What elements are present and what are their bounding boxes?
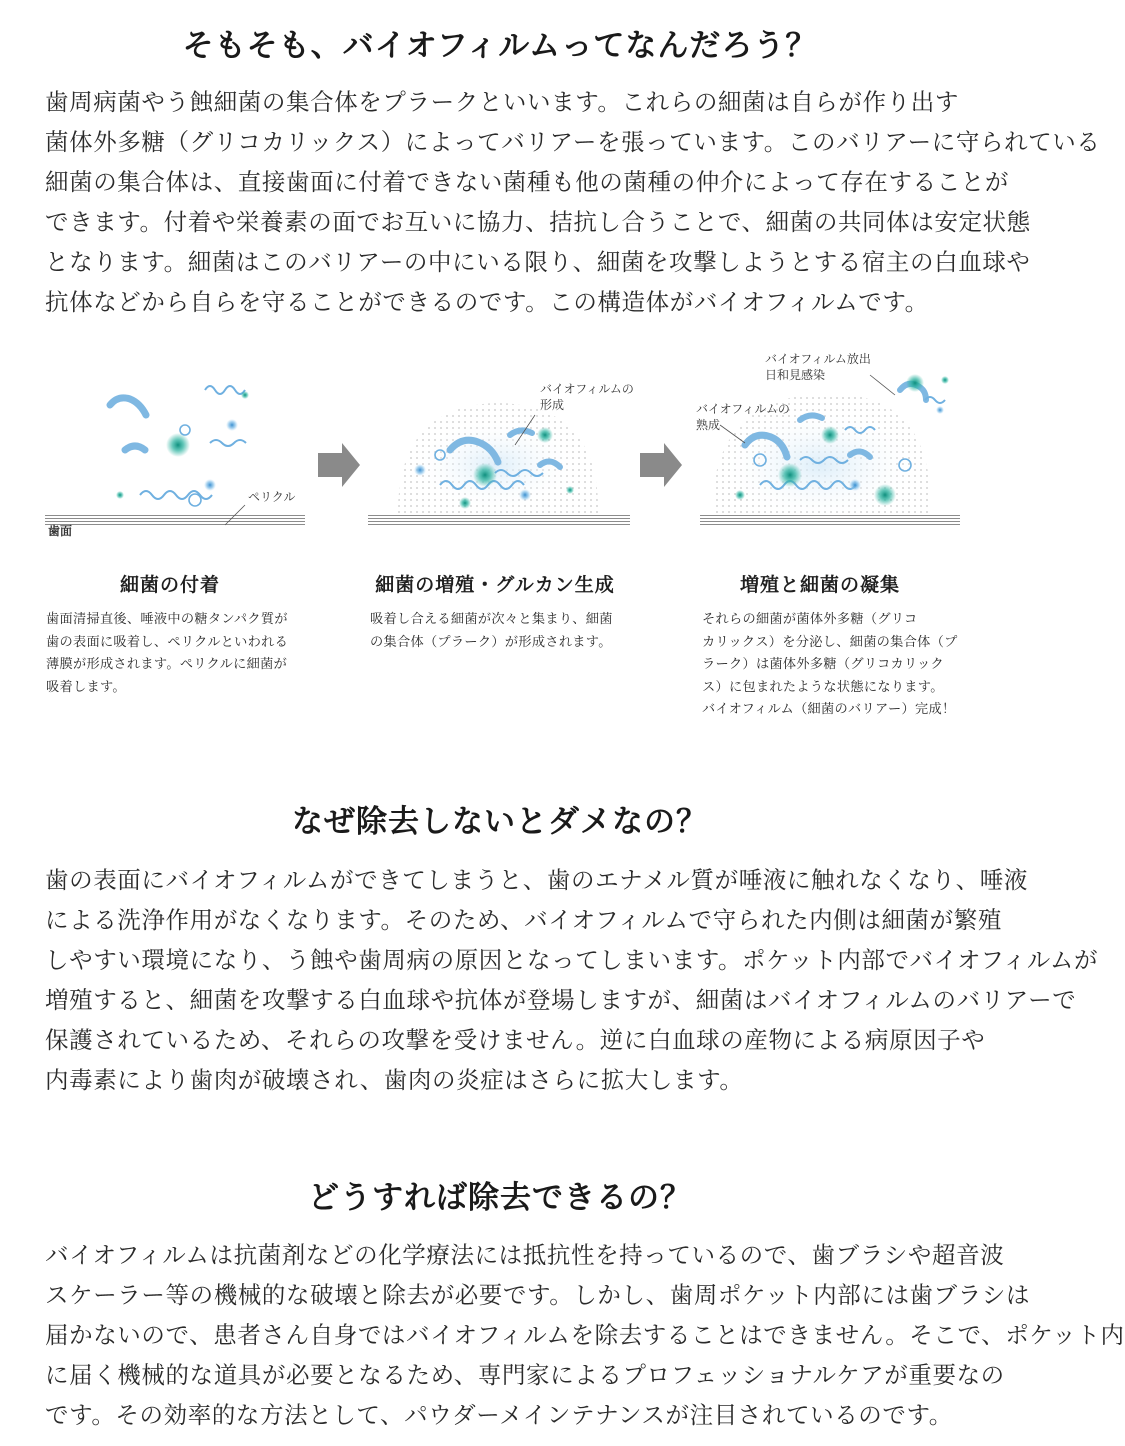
biofilm-maturation-label: バイオフィルムの [696, 402, 790, 416]
body-line: による洗浄作用がなくなります。そのため、バイオフィルムで守られた内側は細菌が繁殖 [45, 906, 1002, 934]
bacterium-coccus [941, 376, 949, 384]
body-line: バイオフィルムは抗菌剤などの化学療法には抵抗性を持っているので、歯ブラシや超音波 [45, 1241, 1005, 1269]
body-line: 菌体外多糖（グリコカリックス）によってバリアーを張っています。このバリアーに守られている [45, 128, 1101, 156]
body-line: できます。付着や栄養素の面でお互いに協力、拮抗し合うことで、細菌の共同体は安定状態 [45, 208, 1031, 236]
bacterium-coccus [459, 497, 471, 509]
biofilm-formation-label: 形成 [540, 398, 565, 412]
body-line: 抗体などから自らを守ることができるのです。この構造体がバイオフィルムです。 [45, 288, 929, 316]
body-line: 細菌の集合体は、直接歯面に付着できない菌種も他の菌種の仲介によって存在することが [45, 168, 1009, 196]
bacterium-coccus [874, 484, 896, 506]
stage-3-description [702, 609, 958, 722]
bacterium-coccus [849, 479, 861, 491]
bacterium-coccus [537, 427, 553, 443]
body-line: です。その効率的な方法として、パウダーメインテナンスが注目されているのです。 [45, 1401, 953, 1429]
stage-1-illustration [45, 386, 305, 538]
stage-3-illustration [696, 351, 960, 525]
stage-2-description [370, 609, 613, 654]
stage-desc-line: ス）に包まれたような状態になります。 [702, 679, 944, 695]
bacterium-coccus [116, 491, 124, 499]
biofilm-release-label: バイオフィルム放出 [765, 352, 871, 366]
biofilm-release-label: 日和見感染 [765, 368, 826, 382]
section-body-what-is-biofilm [45, 82, 1101, 322]
body-line: スケーラー等の機械的な破壊と除去が必要です。しかし、歯周ポケット内部には歯ブラシは [45, 1281, 1031, 1309]
bacterium-coccus [906, 374, 924, 392]
body-line: 増殖すると、細菌を攻撃する白血球や抗体が登場しますが、細菌はバイオフィルムのバリアーで [45, 986, 1077, 1014]
body-line: となります。細菌はこのバリアーの中にいる限り、細菌を攻撃しようとする宿主の白血球や [45, 248, 1031, 276]
bacterium-coccus [566, 486, 574, 494]
stage-desc-line: 吸着し合える細菌が次々と集まり、細菌 [370, 612, 613, 627]
bacterium-coccus [166, 433, 190, 457]
bacterium-coccus [473, 463, 497, 487]
body-line: 届かないので、患者さん自身ではバイオフィルムを除去することはできません。そこで、ポケット内 [45, 1321, 1125, 1349]
arrow-right-icon [640, 443, 682, 487]
stage-2-title: 細菌の増殖・グルカン生成 [375, 574, 615, 596]
body-line: 内毒素により歯肉が破壊され、歯肉の炎症はさらに拡大します。 [45, 1066, 744, 1094]
biofilm-maturation-label: 熟成 [696, 418, 721, 432]
body-line: 保護されているため、それらの攻撃を受けません。逆に白血球の産物による病原因子や [45, 1026, 986, 1054]
bacterium-coccus [519, 489, 531, 501]
bacterium-coccus [180, 425, 190, 435]
bacterium-coccus [414, 464, 426, 476]
body-line: 歯の表面にバイオフィルムができてしまうと、歯のエナメル質が唾液に触れなくなり、唾液 [45, 866, 1028, 894]
bacterium-coccus [936, 406, 944, 414]
stage-desc-line: の集合体（プラーク）が形成されます。 [370, 634, 612, 650]
bacterium-coccus [778, 463, 802, 487]
tooth-surface [368, 513, 630, 525]
bacterium-coccus [226, 419, 238, 431]
bacterium [110, 398, 146, 415]
bacterium-spiral [205, 386, 245, 394]
stage-desc-line: 歯面清掃直後、唾液中の糖タンパク質が [46, 612, 288, 627]
stage-desc-line: 歯の表面に吸着し、ペリクルといわれる [46, 634, 289, 650]
stage-desc-line: 薄膜が形成されます。ペリクルに細菌が [46, 657, 288, 672]
stage-1-title: 細菌の付着 [119, 574, 220, 596]
stage-desc-line: 吸着します。 [46, 679, 126, 695]
body-line: 歯周病菌やう蝕細菌の集合体をプラークといいます。これらの細菌は自らが作り出す [45, 88, 959, 116]
biofilm-formation-label: バイオフィルムの [540, 382, 634, 396]
bacterium-coccus [735, 490, 745, 500]
section-body-why-remove [45, 860, 1099, 1100]
stage-desc-line: バイオフィルム（細菌のバリアー）完成！ [702, 702, 956, 717]
stage-3-title: 増殖と細菌の凝集 [739, 574, 900, 596]
tooth-surface [45, 513, 305, 525]
bacterium-coccus [821, 426, 839, 444]
bacterium-coccus [241, 391, 249, 399]
stage-2-illustration [368, 382, 634, 525]
section-body-how-to-remove [45, 1235, 1125, 1435]
bacterium-coccus [204, 479, 216, 491]
stage-desc-line: カリックス）を分泌し、細菌の集合体（プ [702, 634, 958, 650]
section-heading-how-to-remove: どうすれば除去できるの？ [308, 1180, 692, 1216]
stage-desc-line: それらの細菌が菌体外多糖（グリコ [702, 612, 918, 627]
arrow-right-icon [318, 443, 360, 487]
body-line: に届く機械的な道具が必要となるため、専門家によるプロフェッショナルケアが重要なの [45, 1361, 1005, 1389]
bacterium [125, 446, 145, 450]
body-line: しやすい環境になり、う蝕や歯周病の原因となってしまいます。ポケット内部でバイオフィルムが [45, 946, 1099, 974]
pellicle-label: ペリクル [248, 490, 296, 504]
bacterium-spiral [210, 440, 246, 446]
stage-1-description [46, 609, 288, 699]
release-leader-line [870, 375, 895, 395]
bacterium-coccus [189, 494, 201, 506]
section-heading-what-is-biofilm: そもそも、バイオフィルムってなんだろう？ [182, 28, 818, 64]
tooth-surface-label: 歯面 [48, 524, 73, 538]
section-heading-why-remove: なぜ除去しないとダメなの？ [292, 804, 708, 840]
biofilm-formation-diagram [0, 335, 1000, 550]
stage-desc-line: ラーク）は菌体外多糖（グリコカリック [702, 657, 944, 672]
